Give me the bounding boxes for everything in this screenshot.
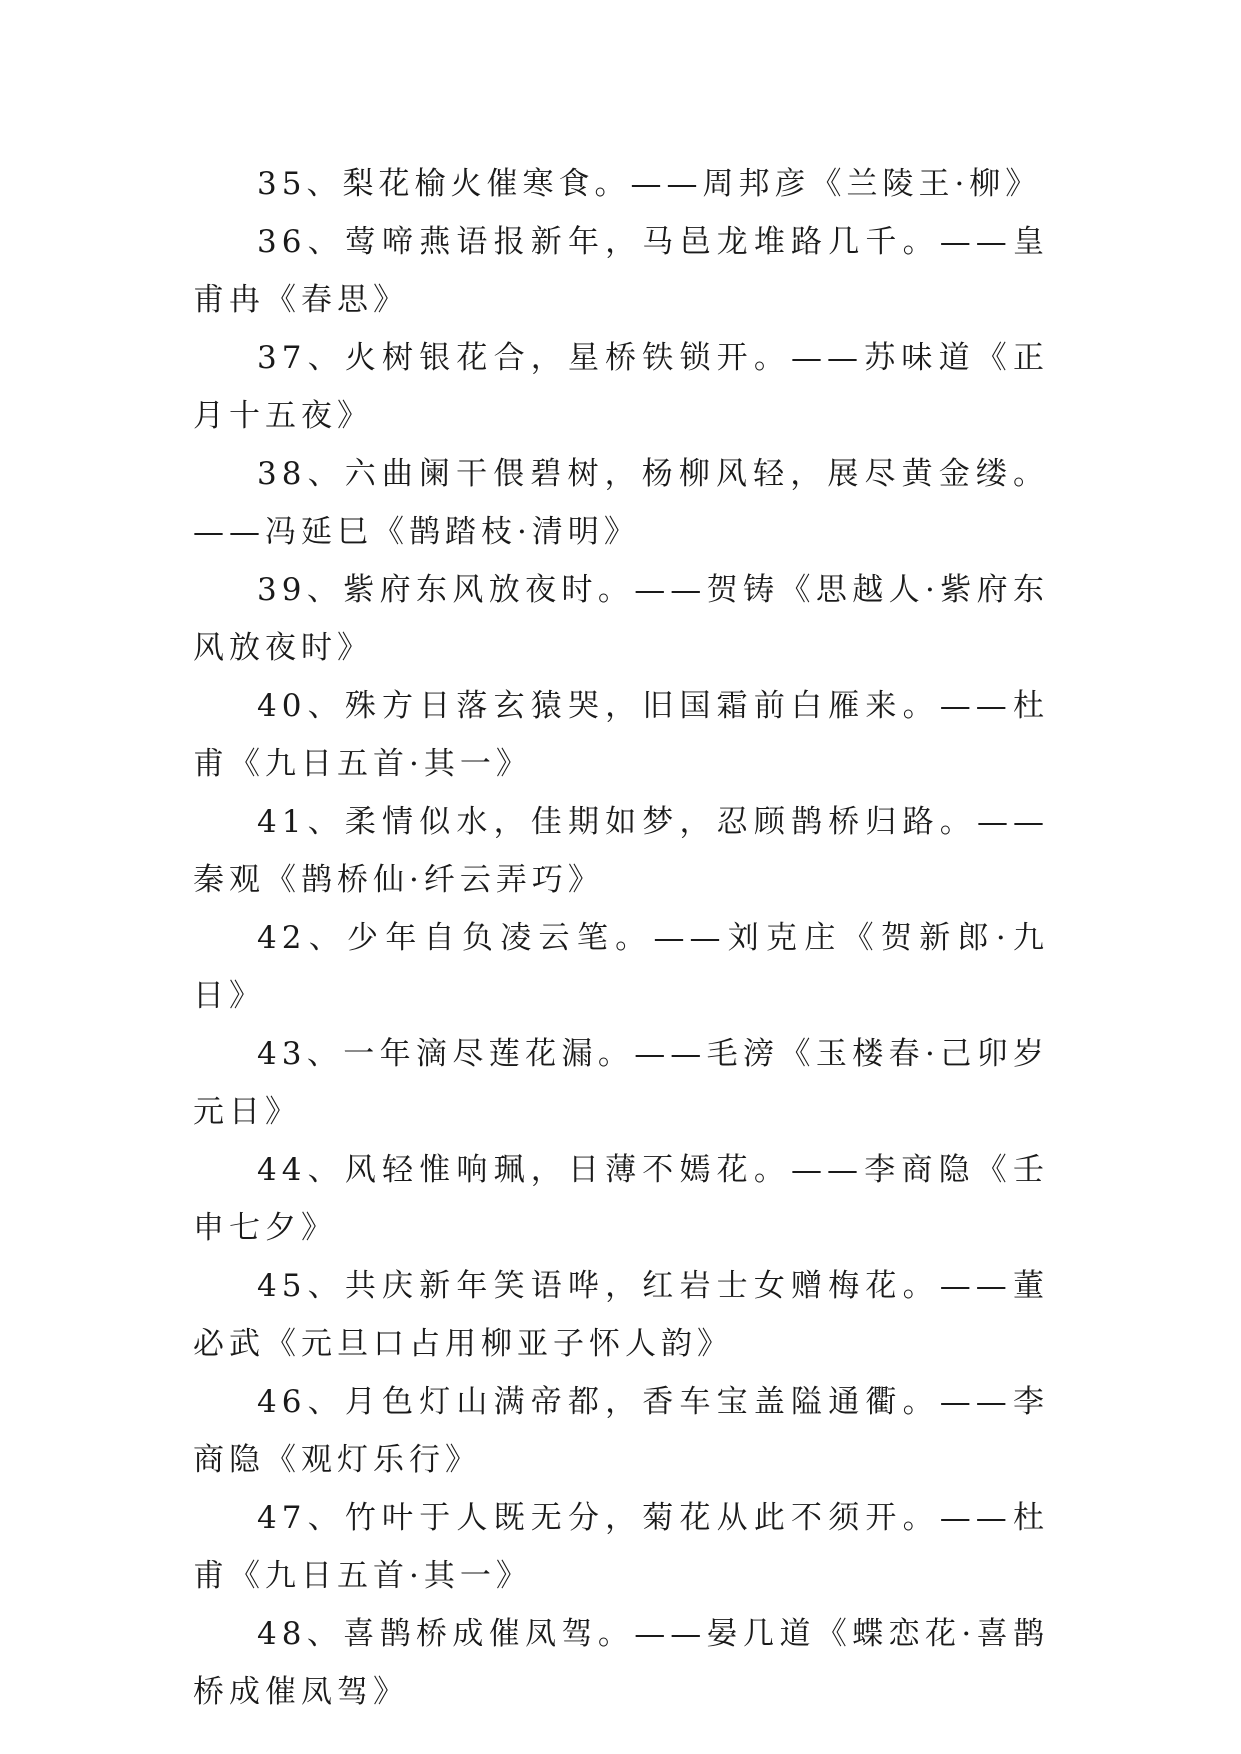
- paragraph: 37、火树银花合，星桥铁锁开。——苏味道《正月十五夜》: [193, 340, 1049, 434]
- paragraph: 45、共庆新年笑语哗，红岩士女赠梅花。——董必武《元旦口占用柳亚子怀人韵》: [193, 1268, 1049, 1362]
- paragraph: 39、紫府东风放夜时。——贺铸《思越人·紫府东风放夜时》: [193, 572, 1049, 666]
- paragraph: 44、风轻惟响珮，日薄不嫣花。——李商隐《壬申七夕》: [193, 1152, 1049, 1246]
- paragraph: 36、莺啼燕语报新年，马邑龙堆路几千。——皇甫冉《春思》: [193, 224, 1049, 318]
- paragraph: 42、少年自负凌云笔。——刘克庄《贺新郎·九日》: [193, 920, 1049, 1014]
- paragraph: 40、殊方日落玄猿哭，旧国霜前白雁来。——杜甫《九日五首·其一》: [193, 688, 1049, 782]
- paragraph: 46、月色灯山满帝都，香车宝盖隘通衢。——李商隐《观灯乐行》: [193, 1384, 1049, 1478]
- paragraph: 48、喜鹊桥成催凤驾。——晏几道《蝶恋花·喜鹊桥成催凤驾》: [193, 1616, 1049, 1710]
- paragraph: 41、柔情似水，佳期如梦，忍顾鹊桥归路。——秦观《鹊桥仙·纤云弄巧》: [193, 804, 1049, 898]
- paragraph: 47、竹叶于人既无分，菊花从此不须开。——杜甫《九日五首·其一》: [193, 1500, 1049, 1594]
- paragraph: 35、梨花榆火催寒食。——周邦彦《兰陵王·柳》: [257, 166, 1042, 202]
- paragraph: 38、六曲阑干偎碧树，杨柳风轻，展尽黄金缕。——冯延巳《鹊踏枝·清明》: [193, 456, 1049, 550]
- paragraph: 43、一年滴尽莲花漏。——毛滂《玉楼春·己卯岁元日》: [193, 1036, 1049, 1130]
- document-body: [193, 155, 1049, 1721]
